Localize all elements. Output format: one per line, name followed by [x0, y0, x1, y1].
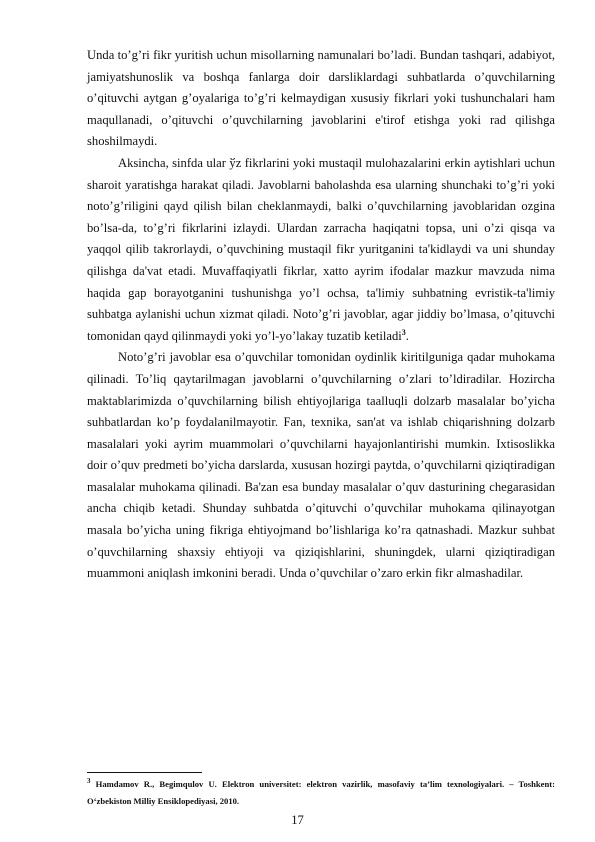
- paragraph-3: Noto’g’ri javoblar esa o’quvchilar tomonidan oydinlik kiritilguniga qadar muhokama qilinadi. To’liq qaytarilmagan javoblarni o’quvchilarning o’zlari to’ldiradilar. Hozircha maktablarimizda o’quvchilarning bilish ehtiyojlariga taalluqli dolzarb masalalar bo’yicha suhbatlardan ko’p foydalanilmayotir. Fan, texnika, san'at va ishlab chiqarishning dolzarb masalalari yoki ayrim muammolari o’quvchilarni hayajonlantirishi mumkin. Ixtisoslikka doir o’quv predmeti bo’yicha darslarda, xususan hozirgi paytda, o’quvchilarni qiziqtiradigan masalalar muhokama qilinadi. Ba'zan esa bunday masalalar o’quv dasturining chegarasidan ancha chiqib ketadi. Shunday suhbatda o’qituvchi o’quvchilar muhokama qilinayotgan masala bo’yicha uning fikriga ehtiyojmand bo’lishlariga ko’ra qatnashadi. Mazkur suhbat o’quvchilarning shaxsiy ehtiyoji va qiziqishlarini, shuningdek, ularni qiziqtiradigan muammoni aniqlash imkonini beradi. Unda o’quvchilar o’zaro erkin fikr almashadilar.: [87, 350, 555, 581]
- paragraph-1: Unda to’g’ri fikr yuritish uchun misollarning namunalari bo’ladi. Bundan tashqari, adabiyot, jamiyatshunoslik va boshqa fanlarga doir darsliklardagi suhbatlarda o’quvchilarning o’qituvchi aytgan g’oyalariga to’g’ri kelmaydigan xususiy fikrlari yoki tushunchalari ham maqullanadi, o’qituvchi o’quvchilarning javoblarini e'tirof etishga yoki rad qilishga shoshilmaydi.: [87, 48, 555, 149]
- footnote-divider: [87, 772, 202, 773]
- page-number: 17: [291, 813, 304, 827]
- main-text: [87, 45, 555, 585]
- footnote: [87, 776, 555, 810]
- paragraph-2: [87, 153, 555, 347]
- footnote-number: 3: [87, 777, 91, 786]
- footnote-text: Hamdamov R., Begimqulov U. Elektron universitet: elektron vazirlik, masofaviy ta’lim texnologiyalari. – Toshkent: O‘zbekiston Milliy Ensiklopediyasi, 2010.: [87, 779, 555, 806]
- paragraph-2-end: .: [405, 328, 409, 343]
- paragraph-2-text: Aksincha, sinfda ular ўz fikrlarini yoki mustaqil mulohazalarini erkin aytishlari uchun sharoit yaratishga harakat qiladi. Javoblarni baholashda esa ularning shunchaki to’g’ri yoki noto’g’riligini qayd qilish bilan cheklanmaydi, balki o’quvchilarning javoblaridan ozgina bo’lsa-da, to’g’ri fikrlarini izlaydi. Ulardan zarracha haqiqatni topsa, uni o’zi qisqa va yaqqol qilib takrorlaydi, o’quvchining mustaqil fikr yuritganini ta'kidlaydi va uni shunday qilishga da'vat etadi. Muvaffaqiyatli fikrlar, xatto ayrim ifodalar mazkur mavzuda nima haqida gap borayotganini tushunishga yo’l ochsa, ta'limiy suhbatning evristik-ta'limiy suhbatga aylanishi uchun xizmat qiladi. Noto’g’ri javoblar, agar jiddiy bo’lmasa, o’qituvchi tomonidan qayd qilinmaydi yoki yo’l-yo’lakay tuzatib ketiladi: [87, 155, 555, 343]
- footnote-reference: 3: [401, 327, 406, 337]
